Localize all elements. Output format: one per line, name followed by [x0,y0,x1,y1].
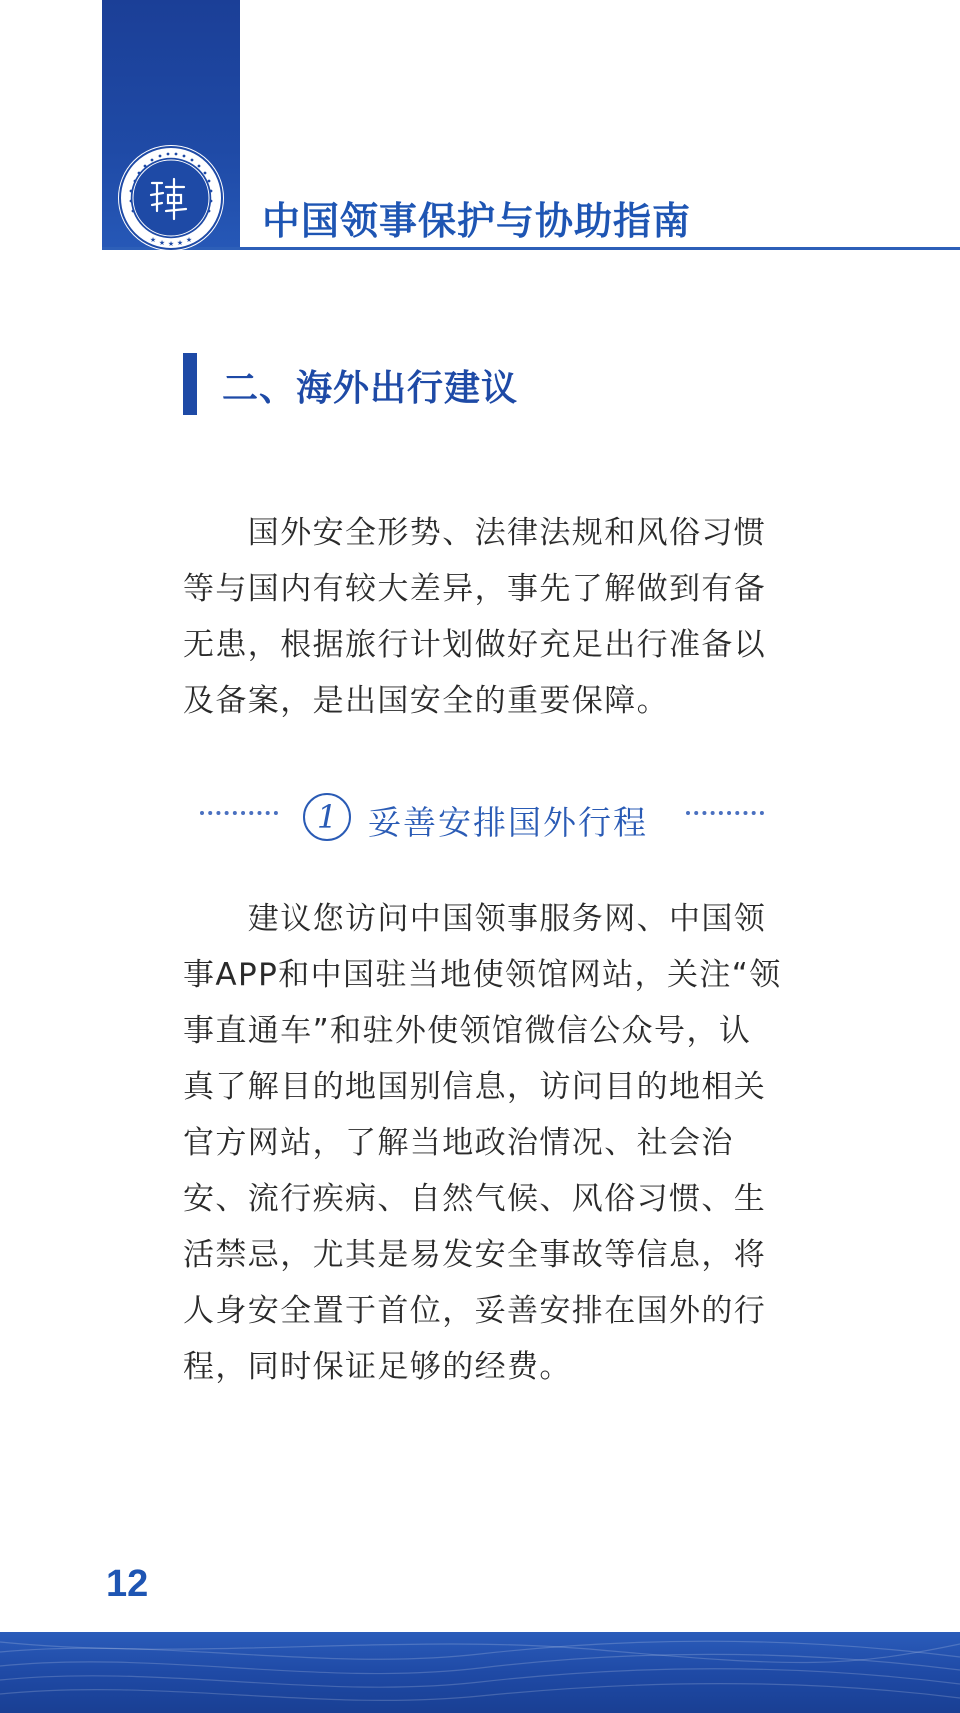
dotted-divider-right [686,811,764,819]
paragraph-line: 事直通车”和驻外使领馆微信公众号，认 [183,1013,752,1049]
svg-text:★: ★ [158,239,166,247]
svg-text:★: ★ [185,236,193,244]
svg-text:★: ★ [176,239,184,247]
page-number: 12 [106,1563,149,1605]
section-accent-bar [183,353,197,415]
svg-text:★: ★ [149,236,157,244]
paragraph-line: 等与国内有较大差异，事先了解做到有备 [183,571,767,607]
footer-band [0,1632,960,1713]
paragraph-line: 程，同时保证足够的经费。 [183,1349,572,1385]
document-title: 中国领事保护与协助指南 [262,199,692,243]
dotted-divider-left [200,811,278,819]
subsection-heading: 妥善安排国外行程 [368,803,648,842]
intro-paragraph [183,505,801,729]
body-paragraph [183,891,801,1395]
paragraph-line: 事APP和中国驻当地使领馆网站，关注“领 [183,957,782,993]
paragraph-line: 安、流行疾病、自然气候、风俗习惯、生 [183,1181,767,1217]
paragraph-line: 人身安全置于首位，妥善安排在国外的行 [183,1293,767,1329]
consular-affairs-seal-logo [118,145,224,251]
paragraph-line: 无患，根据旅行计划做好充足出行准备以 [183,627,767,663]
paragraph-line: 真了解目的地国别信息，访问目的地相关 [183,1069,767,1105]
svg-text:★: ★ [167,240,175,248]
seal-ring-icon [118,145,224,251]
paragraph-line: 建议您访问中国领事服务网、中国领 [183,901,767,937]
paragraph-line: 官方网站，了解当地政治情况、社会治 [183,1125,734,1161]
section-heading: 二、海外出行建议 [222,367,519,409]
paragraph-line: 国外安全形势、法律法规和风俗习惯 [183,515,767,551]
wave-pattern-icon [0,1632,960,1713]
paragraph-line: 活禁忌，尤其是易发安全事故等信息，将 [183,1237,767,1273]
header-rule [102,247,960,250]
subsection-number-badge: 1 [303,793,351,841]
paragraph-line: 及备案，是出国安全的重要保障。 [183,683,669,719]
